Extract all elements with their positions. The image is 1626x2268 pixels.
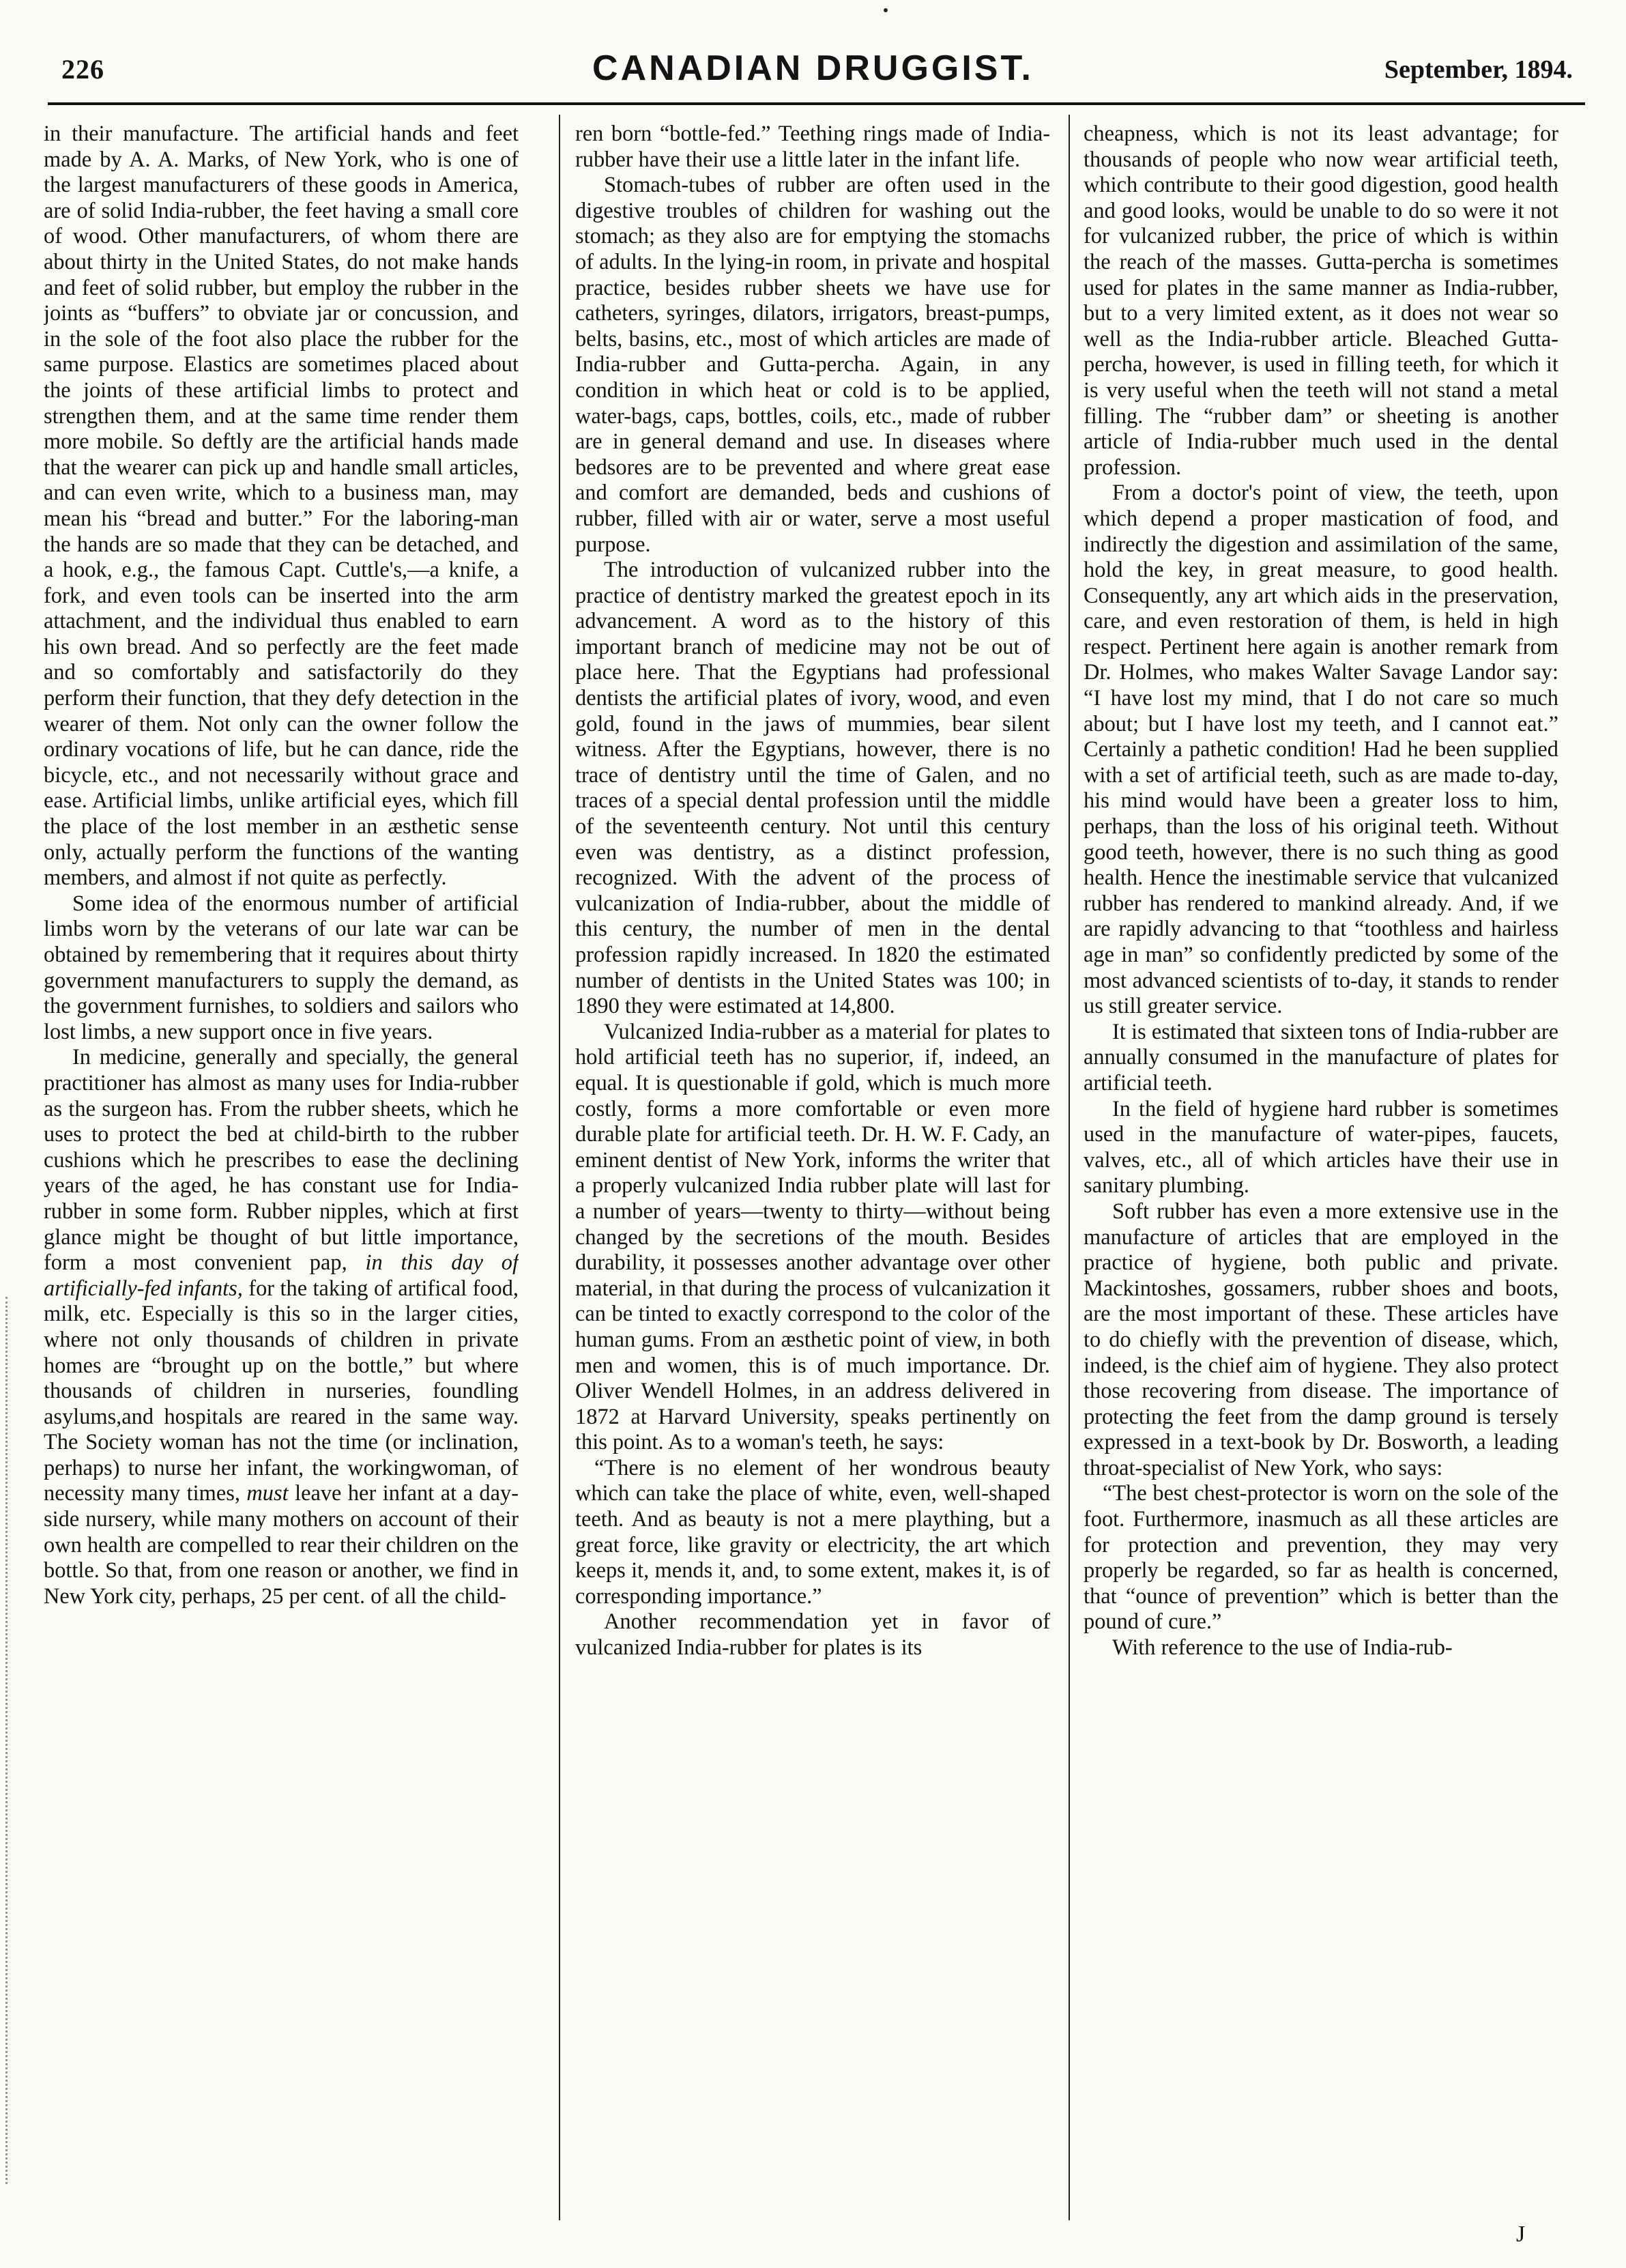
paragraph-text: In medicine, generally and specially, the general practitioner has almost as many uses for India-rubber as the surgeon has. From the rubber sheets, which he uses to protect the bed at child-birth to the rubber cushions which he prescribes to ease the declining years of the aged, he has constant use for India-rubber in some form. Rubber nipples, which at first glance might be thought of but little importance, form a most convenient pap,: [44, 1045, 519, 1276]
quotation: “There is no element of her wondrous beauty which can take the place of white, even, well-shaped teeth. And as beauty is not a mere plaything, but a great force, like gravity or electricity, the art which keeps it, mends it, and, to some extent, makes it, is of corresponding importance.”: [575, 1455, 1050, 1609]
page-number: 226: [61, 54, 104, 85]
article-column-3: [1084, 121, 1558, 2244]
paragraph: Stomach-tubes of rubber are often used in the digestive troubles of children for washing out the stomach; as they also are for emptying the stomachs of adults. In the lying-in room, in private and hospital practice, besides rubber sheets we have use for catheters, syringes, dilators, irrigators, breast-pumps, belts, basins, etc., most of which articles are made of India-rubber and Gutta-percha. Again, in any condition in which heat or cold is to be applied, water-bags, caps, bottles, coils, etc., made of rubber are in general demand and use. In diseases where bedsores are to be prevented and where great ease and comfort are demanded, beds and cushions of rubber, filled with air or water, serve a most useful purpose.: [575, 173, 1050, 557]
paragraph: ren born “bottle-fed.” Teething rings made of India-rubber have their use a little later in the infant life.: [575, 121, 1050, 172]
paragraph: cheapness, which is not its least advantage; for thousands of people who now wear artificial teeth, which contribute to their good digestion, good health and good looks, would be unable to do so were it not for vulcanized rubber, the price of which is within the reach of the masses. Gutta-percha is sometimes used for plates in the same manner as India-rubber, but to a very limited extent, as it does not wear so well as the India-rubber article. Bleached Gutta-percha, however, is used in filling teeth, for which it is very useful when the teeth will not stand a metal filling. The “rubber dam” or sheeting is another article of India-rubber much used in the dental profession.: [1084, 121, 1558, 480]
paragraph-text: leave her infant at a day-side nursery, while many mothers on account of their own health are compelled to rear their children on the bottle. So that, from one reason or another, we find in New York city, perhaps, 25 per cent. of all the child-: [44, 1481, 519, 1609]
article-column-2: [575, 121, 1050, 2244]
paragraph: in their manufacture. The artificial hands and feet made by A. A. Marks, of New York, who is one of the largest manufacturers of these goods in America, are of solid India-rubber, the feet having a small core of wood. Other manufacturers, of whom there are about thirty in the United States, do not make hands and feet of solid rubber, but employ the rubber in the joints as “buffers” to obviate jar or concussion, and in the sole of the foot also place the rubber for the same purpose. Elastics are sometimes placed about the joints of these artificial limbs to protect and strengthen them, and at the same time render them more mobile. So deftly are the artificial hands made that the wearer can pick up and handle small articles, and can even write, which to a business man, may mean his “bread and butter.” For the laboring-man the hands are so made that they can be detached, and a hook, e.g., the famous Capt. Cuttle's,—a knife, a fork, and even tools can be inserted into the arm attachment, and the individual thus enabled to earn his own bread. And so perfectly are the feet made and so comfortably and satisfactorily do they perform their function, that they defy detection in the wearer of them. Not only can the owner follow the ordinary vocations of life, but he can dance, ride the bicycle, etc., and not necessarily without grace and ease. Artificial limbs, unlike artificial eyes, which fill the place of the lost member in an æsthetic sense only, actually perform the functions of the wanting members, and almost if not quite as perfectly.: [44, 121, 519, 891]
journal-title: CANADIAN DRUGGIST.: [592, 48, 1034, 88]
paragraph-text: for the taking of artifical food, milk, etc. Especially is this so in the larger cities, where not only thousands of children in private homes are “brought up on the bottle,” but where thousands of children in nurseries, foundling asylums,and hospitals are reared in the same way. The Society woman has not the time (or inclination, perhaps) to nurse her infant, the workingwoman, of necessity many times,: [44, 1276, 519, 1506]
page-header: [0, 0, 1626, 109]
paragraph: Another recommendation yet in favor of vulcanized India-rubber for plates is its: [575, 1609, 1050, 1661]
italic-phrase: in this day of artificially-fed infants,: [44, 1250, 519, 1301]
column-divider: [1069, 115, 1070, 2220]
column-divider: [559, 115, 560, 2220]
issue-date: September, 1894.: [1384, 55, 1573, 84]
paragraph: The introduction of vulcanized rubber into the practice of dentistry marked the greatest epoch in its advancement. A word as to the history of this important branch of medicine may not be out of place here. That the Egyptians had professional dentists the artificial plates of ivory, wood, and even gold, found in the jaws of mummies, bear silent witness. After the Egyptians, however, there is no trace of dentistry until the time of Galen, and no traces of a special dental profession until the middle of the seventeenth century. Not until this century even was dentistry, as a distinct profession, recognized. With the advent of the process of vulcanization of India-rubber, about the middle of this century, the number of men in the dental profession rapidly increased. In 1820 the estimated number of dentists in the United States was 100; in 1890 they were estimated at 14,800.: [575, 558, 1050, 1019]
paragraph: Vulcanized India-rubber as a material for plates to hold artificial teeth has no superior, if, indeed, an equal. It is questionable if gold, which is much more costly, forms a more comfortable or even more durable plate for artificial teeth. Dr. H. W. F. Cady, an eminent dentist of New York, informs the writer that a properly vulcanized India rubber plate will last for a number of years—twenty to thirty—without being changed by the secretions of the mouth. Besides durability, it possesses another advantage over other material, in that during the process of vulcanization it can be tinted to exactly correspond to the color of the human gums. From an æsthetic point of view, in both men and women, this is of much importance. Dr. Oliver Wendell Holmes, in an address delivered in 1872 at Harvard University, speaks pertinently on this point. As to a woman's teeth, he says:: [575, 1019, 1050, 1455]
header-rule: [48, 102, 1585, 105]
paragraph: It is estimated that sixteen tons of India-rubber are annually consumed in the manufacture of plates for artificial teeth.: [1084, 1019, 1558, 1095]
paragraph: With reference to the use of India-rub-: [1112, 1635, 1453, 1661]
paragraph: In the field of hygiene hard rubber is sometimes used in the manufacture of water-pipes, faucets, valves, etc., all of which articles have their use in sanitary plumbing.: [1084, 1096, 1558, 1198]
paragraph: [44, 1045, 519, 1609]
margin-specks: [5, 1297, 14, 2184]
italic-word: must: [246, 1481, 289, 1506]
article-column-1: [44, 121, 519, 2244]
paragraph: Soft rubber has even a more extensive use in the manufacture of articles that are employed in the practice of hygiene, both public and private. Mackintoshes, gossamers, rubber shoes and boots, are the most important of these. These articles have to do chiefly with the prevention of disease, which, indeed, is the chief aim of hygiene. They also protect those recovering from disease. The importance of protecting the feet from the damp ground is tersely expressed in a text-book by Dr. Bosworth, a leading throat-specialist of New York, who says:: [1084, 1198, 1558, 1480]
page-tail-mark: J: [1516, 2222, 1526, 2247]
paragraph: Some idea of the enormous number of artificial limbs worn by the veterans of our late war can be obtained by remembering that it requires about thirty government manufacturers to supply the demand, as the government furnishes, to soldiers and sailors who lost limbs, a new support once in five years.: [44, 891, 519, 1044]
quotation: “The best chest-protector is worn on the sole of the foot. Furthermore, inasmuch as all these articles are for protection and prevention, they may very properly be regarded, so far as health is concerned, that “ounce of prevention” which is better than the pound of cure.”: [1084, 1481, 1558, 1635]
paragraph: From a doctor's point of view, the teeth, upon which depend a proper mastication of food, and indirectly the digestion and assimilation of the same, hold the key, in great measure, to good health. Consequently, any art which aids in the preservation, care, and even restoration of them, is held in high respect. Pertinent here again is another remark from Dr. Holmes, who makes Walter Savage Landor say: “I have lost my mind, that I do not care so much about; but I have lost my teeth, and I cannot eat.” Certainly a pathetic condition! Had he been supplied with a set of artificial teeth, such as are made to-day, his mind would have been a greater loss to him, perhaps, than the loss of his original teeth. Without good teeth, however, there is no such thing as good health. Hence the inestimable service that vulcanized rubber has rendered to mankind already. And, if we are rapidly advancing to that “toothless and hairless age in man” so confidently predicted by some of the most advanced scientists of to-day, it stands to render us still greater service.: [1084, 480, 1558, 1019]
